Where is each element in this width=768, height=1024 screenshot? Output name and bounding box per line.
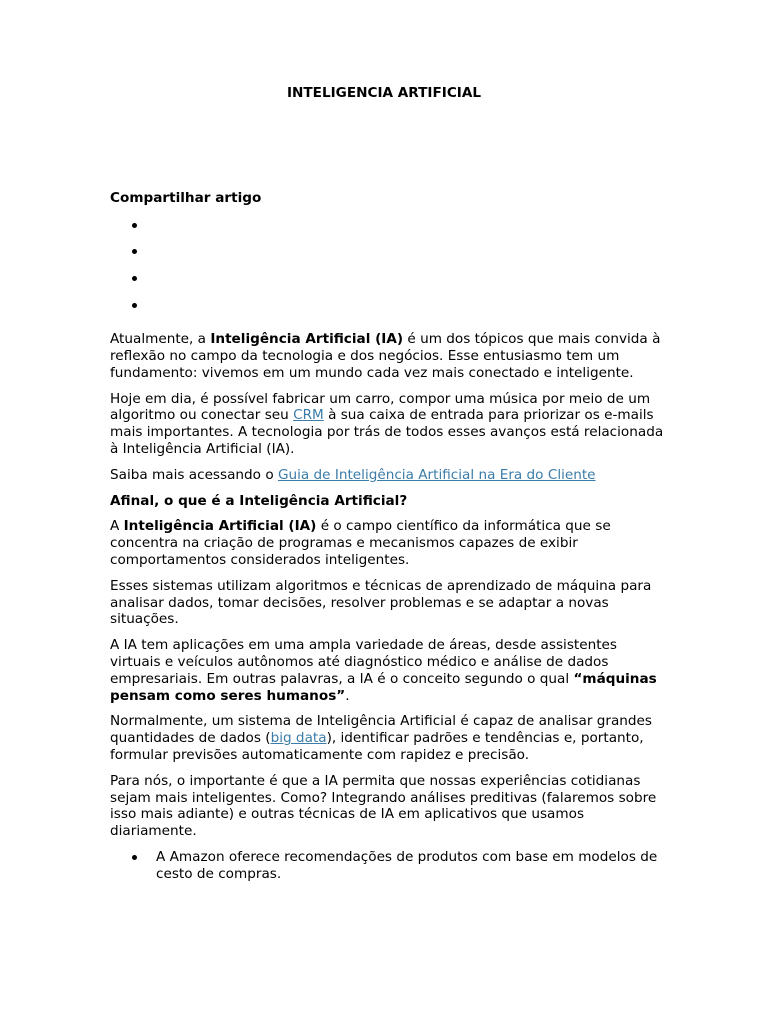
text: é um dos tópicos que mais convida à reflexão no campo da tecnologia e dos negócios. Esse entusiasmo tem um fundamento: vivemos em um mundo cada vez mais conectado e inteligente. [110, 331, 661, 381]
share-heading: Compartilhar artigo [110, 190, 262, 206]
bold-text: “máquinas pensam como seres humanos” [110, 670, 657, 704]
text: Hoje em dia, é possível fabricar um carro, compor uma música por meio de um algoritmo ou conectar seu [110, 390, 651, 424]
crm-link[interactable]: CRM [293, 407, 324, 424]
paragraph-everyday: Para nós, o importante é que a IA permita que nossas experiências cotidianas sejam mais inteligentes. Como? Integrando análises preditivas (falaremos sobre isso mais adiante) e outras técnicas de IA em aplicativos que usamos diariamente. [110, 772, 657, 840]
text: A IA tem aplicações em uma ampla variedade de áreas, desde assistentes virtuais e veículos autônomos até diagnóstico médico e análise de dados empresariais. Em outras palavras, a IA é o conceito segundo o qual [110, 637, 617, 687]
text: é o campo científico da informática que se concentra na criação de programas e mecanismos capazes de exibir comportamentos considerados inteligentes. [110, 518, 611, 568]
bold-text: Inteligência Artificial (IA) [210, 331, 404, 348]
text: Saiba mais acessando o [110, 466, 278, 483]
text: Atualmente, a [110, 331, 211, 348]
bullet-icon [132, 249, 137, 254]
examples-list [110, 849, 666, 883]
text: Normalmente, um sistema de Inteligência Artificial é capaz de analisar grandes quantidades de dados ( [110, 713, 652, 747]
share-list-item[interactable] [110, 217, 666, 244]
share-list [110, 217, 666, 323]
section-heading: Afinal, o que é a Inteligência Artificial? [110, 492, 408, 509]
guide-link[interactable]: Guia de Inteligência Artificial na Era do Cliente [277, 466, 596, 483]
big-data-link[interactable]: big data [270, 730, 327, 747]
document-body [110, 190, 666, 882]
text: ), identificar padrões e tendências e, portanto, formular previsões automaticamente com rapidez e precisão. [110, 730, 644, 763]
bullet-icon [132, 223, 137, 228]
bold-text: Inteligência Artificial (IA) [123, 518, 317, 535]
paragraph-definition [110, 518, 666, 568]
text: A [110, 518, 124, 535]
paragraph-examples [110, 391, 666, 458]
document-title: INTELIGENCIA ARTIFICIAL [286, 85, 482, 101]
list-item-text: A Amazon oferece recomendações de produtos com base em modelos de cesto de compras. [156, 848, 658, 882]
text: à sua caixa de entrada para priorizar os e-mails mais importantes. A tecnologia por trás de todos esses avanços está relacionada à Inteligência Artificial (IA). [110, 407, 664, 457]
paragraph-bigdata [110, 713, 666, 763]
text: . [345, 687, 350, 704]
paragraph-intro [110, 331, 666, 381]
share-list-item[interactable] [110, 243, 666, 270]
bullet-icon [132, 276, 137, 281]
paragraph-systems: Esses sistemas utilizam algoritmos e técnicas de aprendizado de máquina para analisar dados, tomar decisões, resolver problemas e se adaptar a novas situações. [110, 577, 652, 628]
paragraph-guide [110, 467, 666, 484]
paragraph-applications [110, 637, 666, 704]
list-item [110, 849, 666, 883]
share-list-item[interactable] [110, 270, 666, 297]
bullet-icon [132, 303, 137, 308]
share-list-item[interactable] [110, 297, 666, 324]
bullet-icon [132, 855, 137, 860]
